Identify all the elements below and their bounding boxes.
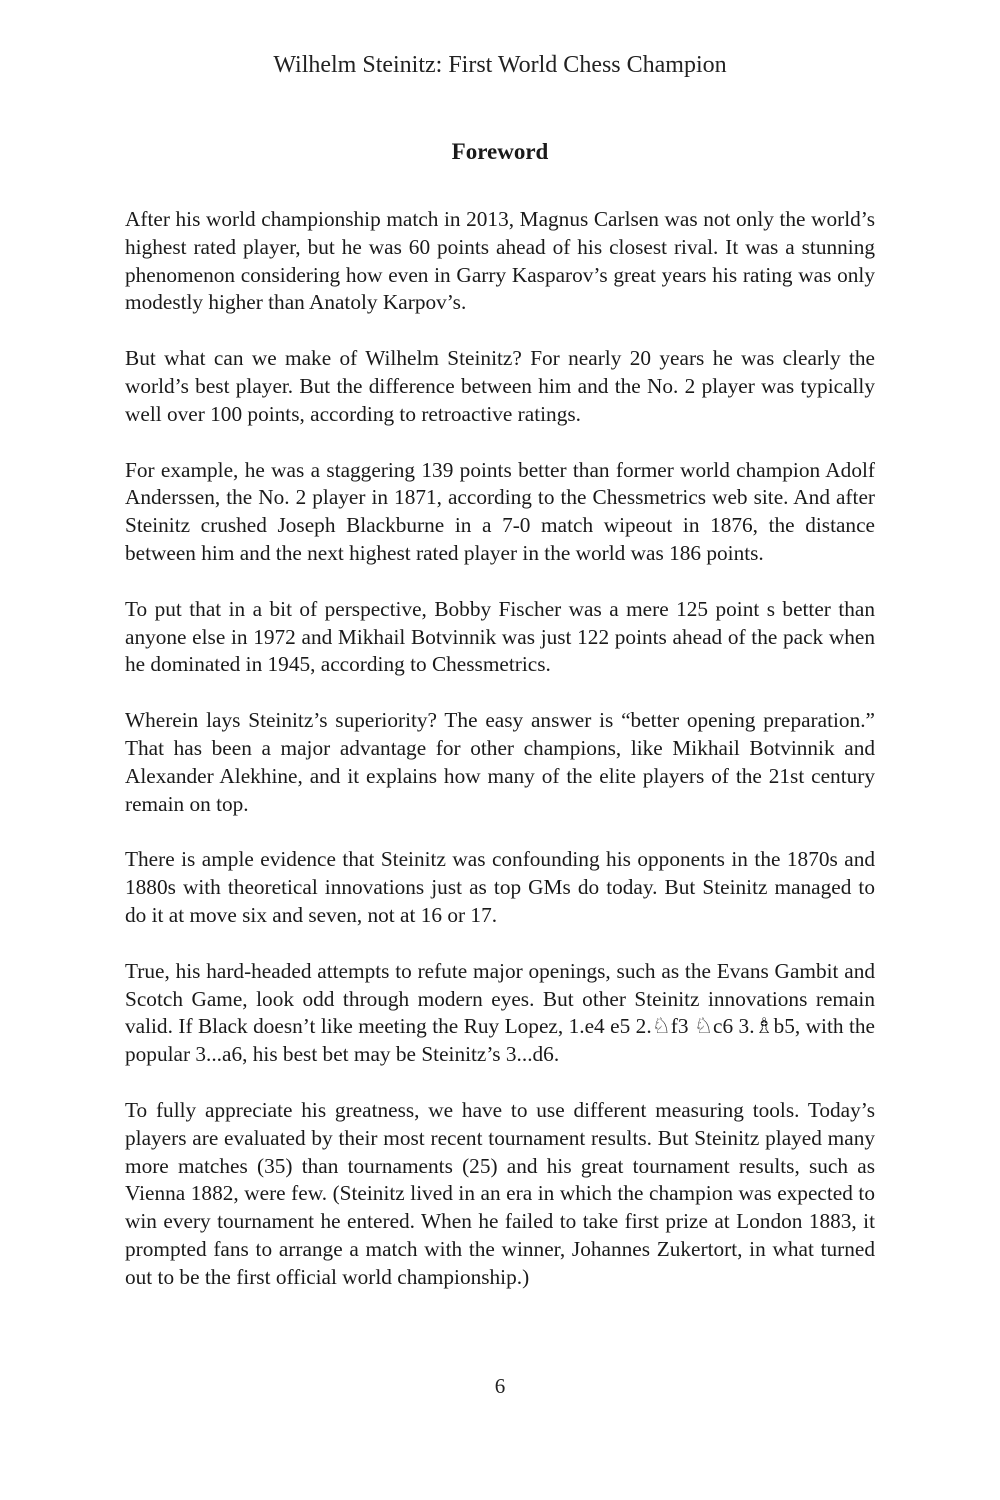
paragraph: But what can we make of Wilhelm Steinitz? For nearly 20 years he was clearly the world’s best player. But the difference between him and the No. 2 player was typically well over 100 points, according to retroactive ratings. bbox=[125, 346, 875, 426]
paragraph: To put that in a bit of perspective, Bobby Fischer was a mere 125 point s better than anyone else in 1972 and Mikhail Botvinnik was just 122 points ahead of the pack when he dominated in 1945, according to Chessmetrics. bbox=[125, 596, 875, 677]
running-head: Wilhelm Steinitz: First World Chess Champion bbox=[273, 52, 727, 78]
chapter-title: Foreword bbox=[451, 139, 549, 164]
paragraph: After his world championship match in 2013, Magnus Carlsen was not only the world’s highest rated player, but he was 60 points ahead of his closest rival. It was a stunning phenomenon considering how even in Garry Kasparov’s great years his rating was only modestly higher than Anatoly Karpov’s. bbox=[125, 207, 875, 315]
paragraph: For example, he was a staggering 139 points better than former world champion Adolf Anderssen, the No. 2 player in 1871, according to the Chessmetrics web site. And after Steinitz crushed Joseph Blackburne in a 7-0 match wipeout in 1876, the distance between him and the next highest rated player in the world was 186 points. bbox=[125, 457, 875, 565]
paragraph: There is ample evidence that Steinitz was confounding his opponents in the 1870s and 1880s with theoretical innovations just as top GMs do today. But Steinitz managed to do it at move six and seven, not at 16 or 17. bbox=[125, 847, 875, 927]
page-number: 6 bbox=[494, 1374, 506, 1398]
foreword-body bbox=[125, 206, 875, 1320]
paragraph: To fully appreciate his greatness, we have to use different measuring tools. Today’s players are evaluated by their most recent tournament results. But Steinitz played many more matches (35) than tournaments (25) and his great tournament results, such as Vienna 1882, were few. (Steinitz lived in an era in which the champion was expected to win every tournament he entered. When he failed to take first prize at London 1883, it prompted fans to arrange a match with the winner, Johannes Zukertort, in what turned out to be the first official world championship.) bbox=[125, 1097, 875, 1289]
paragraph: True, his hard-headed attempts to refute major openings, such as the Evans Gambit and Scotch Game, look odd through modern eyes. But other Steinitz innovations remain valid. If Black doesn’t like meeting the Ruy Lopez, 1.e4 e5 2.♘f3 ♘c6 3.♗b5, with the popular 3...a6, his best bet may be Steinitz’s 3...d6. bbox=[125, 958, 875, 1067]
paragraph: Wherein lays Steinitz’s superiority? The easy answer is “better opening preparation.” That has been a major advantage for other champions, like Mikhail Botvinnik and Alexander Alekhine, and it explains how many of the elite players of the 21st century remain on top. bbox=[125, 708, 875, 816]
